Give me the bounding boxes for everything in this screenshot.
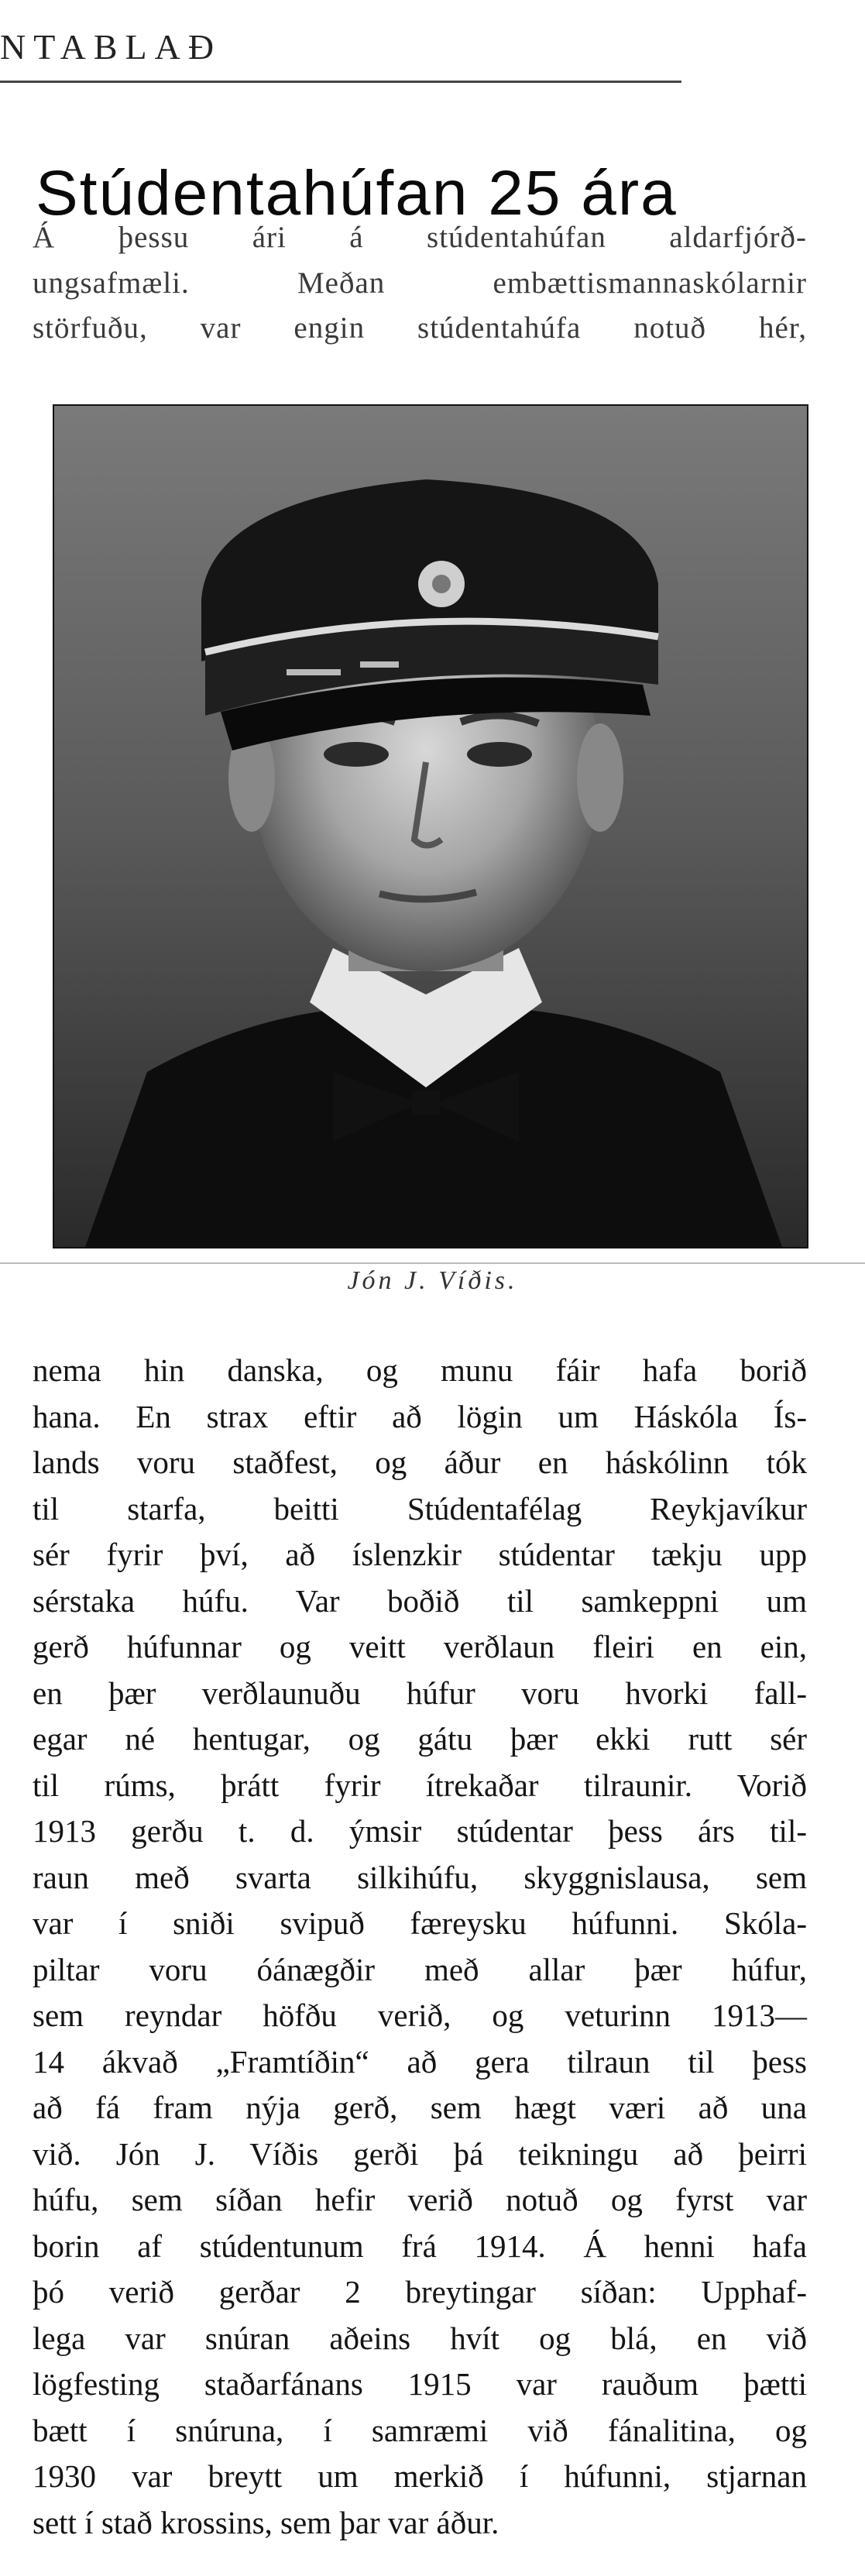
body-line: að fá fram nýja gerð, sem hægt væri að una (33, 2090, 807, 2125)
body-line: við. Jón J. Víðis gerði þá teikningu að þeirri (33, 2135, 807, 2172)
caption-rule (0, 1262, 865, 1264)
article-title: Stúdentahúfan 25 ára (36, 157, 678, 228)
body-line: egar né hentugar, og gátu þær ekki rutt sér (33, 1721, 807, 1757)
body-line: 14 ákvað „Framtíðin“ að gera tilraun til þess (33, 2043, 807, 2080)
body-line: húfu, sem síðan hefir verið notuð og fyrst var (33, 2182, 807, 2217)
body-line: sérstaka húfu. Var boðið til samkeppni um (33, 1582, 807, 1619)
body-line: piltar voru óánægðir með allar þær húfur, (33, 1951, 807, 1987)
body-line: þó verið gerðar 2 breytingar síðan: Upphaf- (33, 2274, 807, 2310)
body-line: til rúms, þrátt fyrir ítrekaðar tilraunir. Vorið (33, 1767, 807, 1803)
body-line: nema hin danska, og munu fáir hafa borið (33, 1352, 807, 1388)
header-rule (0, 81, 681, 83)
body-line: lögfesting staðarfánans 1915 var rauðum þætti (33, 2366, 807, 2402)
body-line: raun með svarta silkihúfu, skyggnislausa, sem (33, 1859, 807, 1895)
body-line: lega var snúran aðeins hvít og blá, en við (33, 2320, 807, 2356)
portrait-illustration (54, 406, 807, 1247)
intro-line: ungsafmæli. Meðan embættismannaskólarnir (33, 266, 807, 300)
intro-paragraph (33, 215, 807, 352)
body-line: bætt í snúruna, í samræmi við fánalitina, og (33, 2412, 807, 2448)
photo-caption: Jón J. Víðis. (347, 1266, 518, 1295)
publication-header: NTABLAÐ (0, 27, 222, 67)
body-line: hana. En strax eftir að lögin um Háskóla Ís- (33, 1398, 807, 1434)
body-line-last: sett í stað krossins, sem þar var áður. (33, 2504, 499, 2540)
body-line: borin af stúdentunum frá 1914. Á henni hafa (33, 2227, 807, 2264)
body-line: sér fyrir því, að íslenzkir stúdentar tækju upp (33, 1537, 807, 1572)
body-line: sem reyndar höfðu verið, og veturinn 1913— (33, 1997, 807, 2033)
body-line: var í sniði svipuð færeysku húfunni. Skóla- (33, 1905, 807, 1941)
body-line: til starfa, beitti Stúdentafélag Reykjavíkur (33, 1490, 807, 1527)
intro-line: störfuðu, var engin stúdentahúfa notuð hér, (33, 311, 807, 345)
body-line: lands voru staðfest, og áður en háskólinn tók (33, 1444, 807, 1480)
body-line: en þær verðlaunuðu húfur voru hvorki fall- (33, 1674, 807, 1711)
body-paragraph (33, 1348, 807, 2546)
body-line: gerð húfunnar og veitt verðlaun fleiri en ein, (33, 1629, 807, 1664)
intro-line: Á þessu ári á stúdentahúfan aldarfjórð- (33, 221, 807, 254)
body-line: 1913 gerðu t. d. ýmsir stúdentar þess árs til- (33, 1813, 807, 1849)
body-line: 1930 var breytt um merkið í húfunni, stjarnan (33, 2458, 807, 2494)
portrait-photo (53, 404, 808, 1249)
